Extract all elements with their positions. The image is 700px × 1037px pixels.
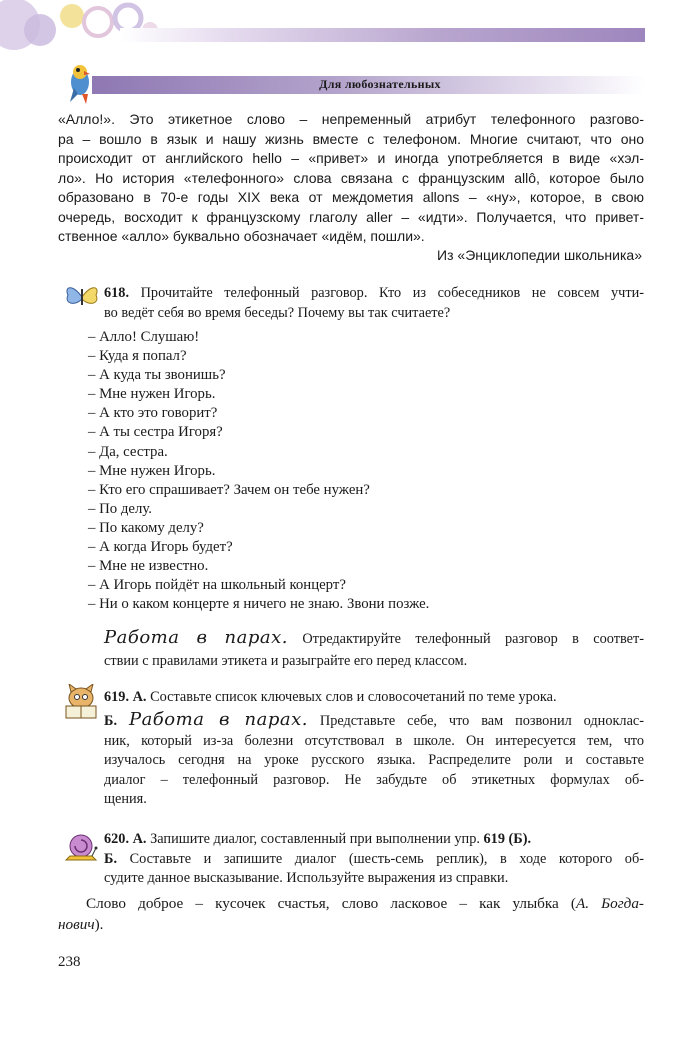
curiosity-line: очередь, восходит к французскому глаголу aller – «идти». Получается, что привет- (58, 208, 644, 225)
part-label: Б. (104, 713, 118, 729)
exercise-618-task (104, 284, 644, 323)
task-line: Отредактируйте телефонный разговор в соответ- (302, 631, 644, 647)
curiosity-text (58, 110, 644, 247)
pairs-label: Работа в парах. (104, 627, 288, 648)
task-line: Представьте себе, что вам позвонил одноклас- (319, 713, 645, 729)
curiosity-line: «Алло!». Это этикетное слово – непременный атрибут телефонного разгово- (58, 111, 644, 127)
dialogue-line: – Да, сестра. (88, 443, 168, 460)
quote (58, 893, 644, 935)
exercise-619-b (104, 710, 644, 810)
dialogue-line: – Кто его спрашивает? Зачем он тебе нужен? (88, 481, 370, 498)
quote-author: А. Богда- (575, 895, 644, 912)
dialogue-line: – Мне нужен Игорь. (88, 386, 216, 403)
quote-tail: ). (94, 916, 104, 933)
section-title: Для любознательных (319, 77, 441, 91)
parrot-icon (66, 58, 96, 104)
exercise-619-a (104, 688, 644, 708)
part-label: А. (132, 831, 147, 847)
task-line: диалог – телефонный разговор. Не забудьте об этикетных формулах об- (104, 771, 644, 788)
dialogue-line: – Куда я попал? (88, 348, 187, 365)
curiosity-line: происходит от английского hello – «привет» и иногда употребляется в виде «хэл- (58, 150, 644, 166)
phone-dialogue (88, 328, 558, 614)
curiosity-line: ра – вошло в язык и нашу жизнь вместе с телефоном. Многие считают, что оно (58, 130, 644, 147)
pairs-label: Работа в парах. (128, 709, 308, 730)
quote-text: Слово доброе – кусочек счастья, слово ласковое – как улыбка ( (86, 895, 576, 912)
task-line: во ведёт себя во время беседы? Почему вы так считаете? (104, 304, 451, 321)
dialogue-line: – Мне не известно. (88, 558, 209, 575)
exercise-number: 618. (104, 285, 130, 301)
dialogue-line: – Алло! Слушаю! (88, 329, 200, 345)
exercise-reference: 619 (Б). (483, 831, 532, 847)
task-line: щения. (104, 791, 147, 807)
dialogue-line: – А кто это говорит? (88, 405, 218, 422)
dialogue-line: – А Игорь пойдёт на школьный концерт? (88, 577, 346, 594)
part-label: Б. (104, 850, 118, 867)
butterfly-icon (64, 283, 100, 311)
curiosity-line: образовано в 70-е годы XIX века от междометия allons – «ну», которое, в свою (58, 189, 644, 205)
curiosity-source: Из «Энциклопедии школьника» (437, 247, 642, 263)
task-line: Составьте список ключевых слов и словосочетаний по теме урока. (150, 689, 557, 705)
cat-reading-icon (62, 684, 100, 720)
page-number: 238 (58, 954, 81, 970)
task-line: Запишите диалог, составленный при выполнении упр. (150, 831, 480, 847)
exercise-number: 619. (104, 689, 130, 705)
quote-author: нович (58, 916, 95, 933)
exercise-number: 620. (104, 831, 130, 847)
task-line: Прочитайте телефонный разговор. Кто из собеседников не совсем учти- (140, 285, 645, 301)
curiosity-line: ло». Но история «телефонного» слова связана с французским allô, которое было (58, 169, 644, 186)
task-line: ник, который из-за болезни отсутствовал в школе. Он интересуется тем, что (104, 732, 644, 749)
top-decoration-band (120, 28, 645, 42)
exercise-620 (104, 830, 644, 889)
dialogue-line: – По какому делу? (88, 519, 204, 536)
task-line: ствии с правилами этикета и разыграйте его перед классом. (104, 652, 468, 669)
dialogue-line: – А когда Игорь будет? (88, 539, 233, 556)
snail-icon (62, 828, 100, 866)
dialogue-line: – Мне нужен Игорь. (88, 462, 216, 479)
part-label: А. (132, 689, 147, 705)
dialogue-line: – А ты сестра Игоря? (88, 424, 223, 441)
dialogue-line: – А куда ты звонишь? (88, 367, 226, 384)
dialogue-line: – Ни о каком концерте я ничего не знаю. Звони позже. (88, 596, 430, 613)
task-line: Составьте и запишите диалог (шесть-семь реплик), в ходе которого об- (129, 850, 644, 867)
pairs-task-618 (104, 628, 644, 671)
task-line: судите данное высказывание. Используйте выражения из справки. (104, 870, 509, 886)
task-line: изучалось сегодня на уроке русского языка. Распределите роли и составьте (104, 752, 644, 768)
curiosity-line: ственное «алло» буквально обозначает «идём, пошли». (58, 228, 425, 244)
dialogue-line: – По делу. (88, 500, 152, 517)
